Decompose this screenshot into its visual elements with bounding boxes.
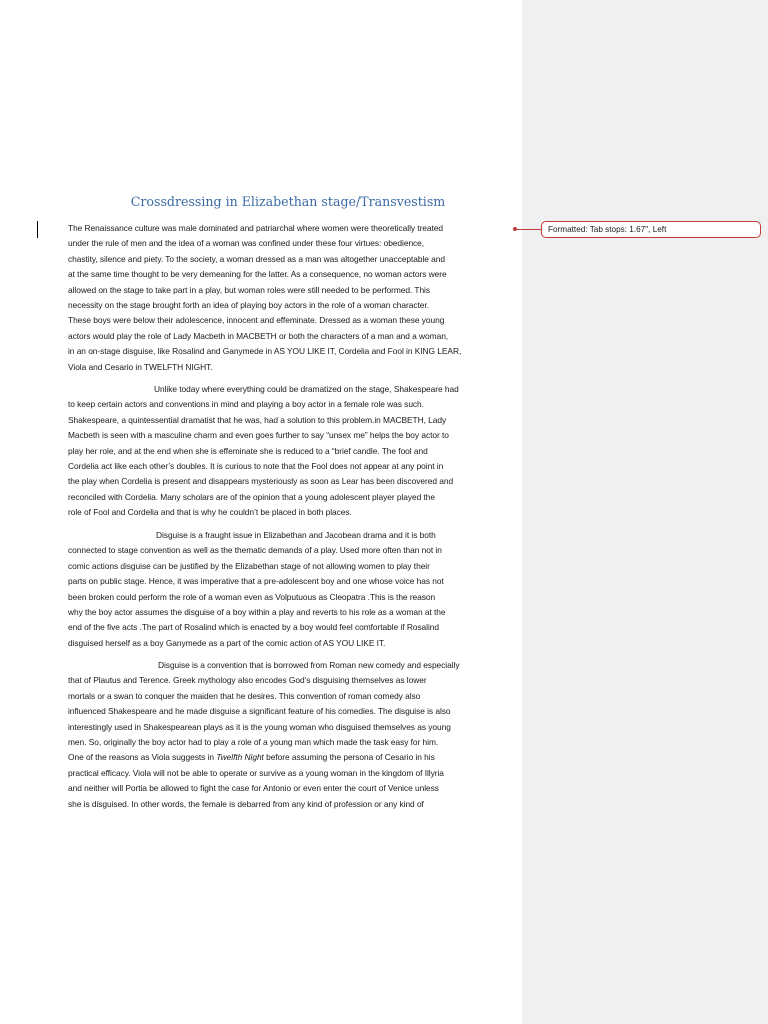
text-line: Disguise is a convention that is borrowed from Roman new comedy and especially: [158, 660, 460, 670]
text-line: Disguise is a fraught issue in Elizabethan and Jacobean drama and it is both: [156, 530, 436, 540]
text-line: men. So, originally the boy actor had to play a role of a young man which made the task easy for him.: [68, 736, 439, 747]
formatting-comment-balloon[interactable]: [541, 221, 761, 238]
italic-title: Twelfth Night: [216, 752, 264, 763]
text-line: disguised herself as a boy Ganymede as a part of the comic action of AS YOU LIKE IT.: [68, 637, 386, 648]
paragraph-1[interactable]: [68, 221, 518, 375]
text-line: Macbeth is seen with a masculine charm and even goes further to say “unsex me” helps the boy actor to: [68, 430, 449, 441]
paragraph-4[interactable]: [68, 658, 518, 812]
text-line: been broken could perform the role of a woman even as Volputuous as Cleopatra .This is the reason: [68, 591, 436, 602]
paragraph-3[interactable]: [68, 528, 518, 651]
text-line: end of the five acts .The part of Rosalind which is enacted by a boy would feel comfortable if Rosalind: [68, 622, 440, 633]
text-line: Unlike today where everything could be dramatized on the stage, Shakespeare had: [154, 384, 459, 394]
text-line: reconciled with Cordelia. Many scholars are of the opinion that a young adolescent player played the: [68, 491, 435, 502]
document-title: Crossdressing in Elizabethan stage/Transvestism: [130, 194, 446, 209]
text-line: necessity on the stage brought forth an idea of playing boy actors in the role of a woman character.: [68, 299, 429, 310]
text-line: The Renaissance culture was male dominated and patriarchal where women were theoretically treated: [68, 223, 444, 233]
text-cursor: [37, 221, 38, 238]
text-line: parts on public stage. Hence, it was imperative that a pre-adolescent boy and one whose voice has not: [68, 576, 444, 587]
text-line: These boys were below their adolescence, innocent and effeminate. Dressed as a woman these young: [68, 315, 445, 326]
text-line: practical efficacy. Viola will not be able to operate or survive as a young woman in the kingdom of Illyria: [68, 767, 444, 778]
text-line: at the same time thought to be very demeaning for the latter. As a consequence, no woman actors were: [68, 269, 447, 280]
text-line: interestingly used in Shakespearean plays as it is the young woman who disguised themselves as young: [68, 721, 451, 732]
text-line: that of Plautus and Terence. Greek mythology also encodes God’s disguising themselves as lower: [68, 675, 427, 686]
text-line: to keep certain actors and conventions in mind and playing a boy actor in a female role was such.: [68, 399, 424, 410]
text-line: comic actions disguise can be justified by the Elizabethan stage of not allowing women to play their: [68, 560, 430, 571]
text-line: in an on-stage disguise, like Rosalind and Ganymede in AS YOU LIKE IT, Cordelia and Fool in KING LEAR,: [68, 346, 462, 357]
markup-margin-pane: [522, 0, 768, 1024]
text-line: role of Fool and Cordelia and that is why he couldn’t be placed in both places.: [68, 507, 352, 518]
text-line: the play when Cordelia is present and disappears mysteriously as soon as Lear has been discovered and: [68, 476, 454, 487]
text-line: why the boy actor assumes the disguise of a boy within a play and reverts to his role as a woman at the: [68, 606, 446, 617]
paragraph-2[interactable]: [68, 382, 518, 521]
text-line: influenced Shakespeare and he made disguise a significant feature of his comedies. The disguise is also: [68, 706, 451, 717]
text-line: and neither will Portia be allowed to fight the case for Antonio or even enter the court of Venice unless: [68, 783, 439, 794]
text-line: chastity, silence and piety. To the society, a woman dressed as a man was altogether unacceptable and: [68, 253, 446, 264]
text-line: play her role, and at the end when she is effeminate she is reduced to a “brief candle. The fool and: [68, 445, 428, 456]
text-line: mortals or a swan to conquer the maiden that he desires. This convention of roman comedy also: [68, 690, 421, 701]
text-line: One of the reasons as Viola suggests in Twelfth Night before assuming the persona of Cesario in his: [68, 752, 435, 763]
text-line: Cordelia act like each other’s doubles. It is curious to note that the Fool does not appear at any point in: [68, 460, 444, 471]
text-line: allowed on the stage to take part in a play, but woman roles were still needed to be performed. This: [68, 284, 431, 295]
text-line: under the rule of men and the idea of a woman was confined under these four virtues: obedience,: [68, 238, 425, 249]
comment-text: Formatted: Tab stops: 1.67", Left: [548, 225, 667, 234]
text-line: Viola and Cesario in TWELFTH NIGHT.: [68, 361, 213, 372]
text-line: Shakespeare, a quintessential dramatist that he was, had a solution to this problem.in MACBETH, Lady: [68, 414, 447, 425]
comment-connector-line: [517, 229, 541, 230]
text-line: she is disguised. In other words, the female is debarred from any kind of profession or any kind of: [68, 798, 424, 809]
text-line: actors would play the role of Lady Macbeth in MACBETH or both the characters of a man and a woman,: [68, 330, 449, 341]
text-line: connected to stage convention as well as the thematic demands of a play. Used more often than not in: [68, 545, 442, 556]
